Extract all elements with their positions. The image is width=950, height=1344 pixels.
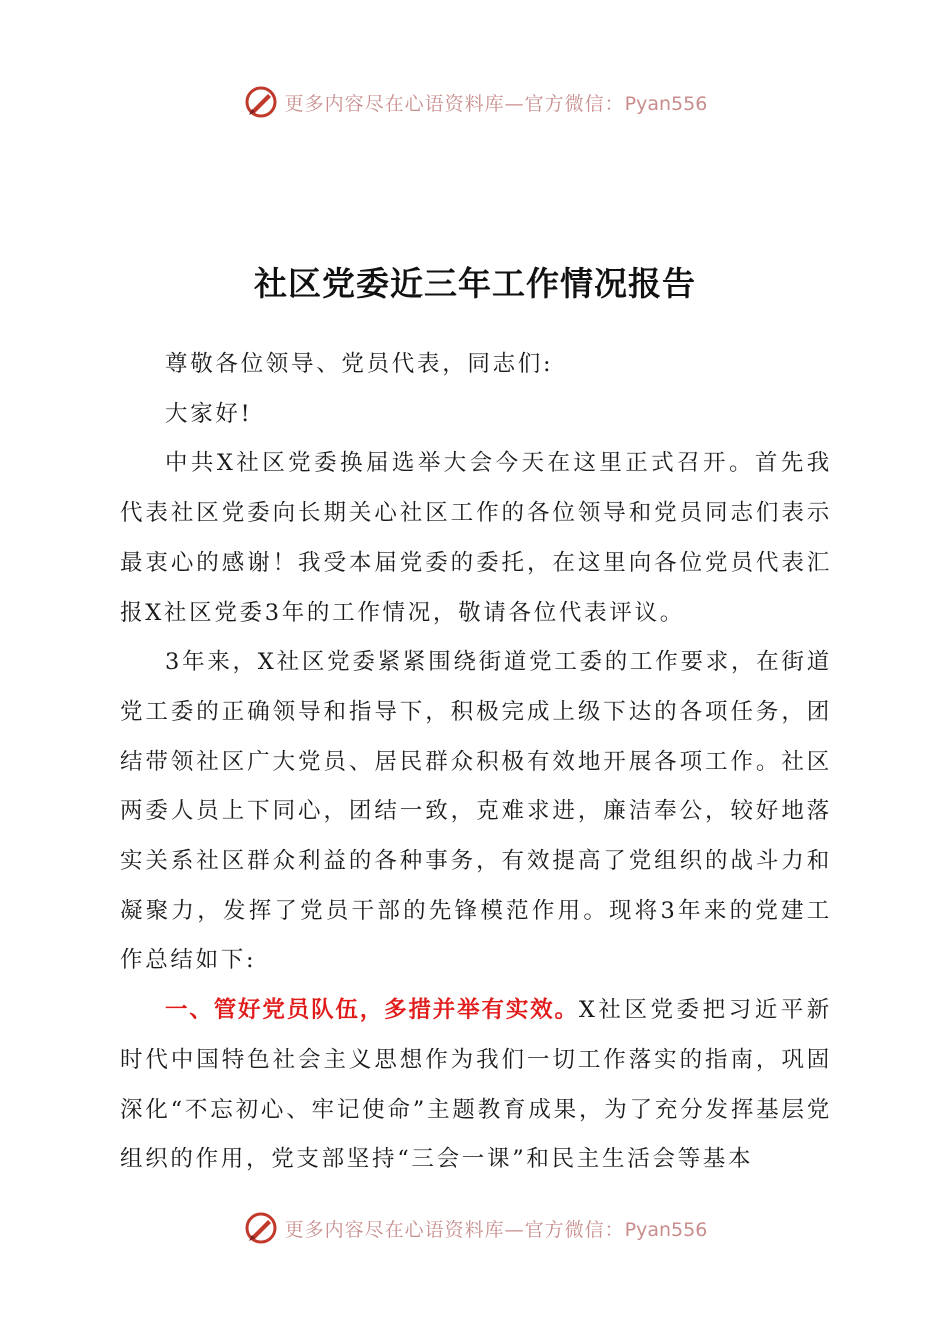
- pen-logo-icon: [243, 1210, 279, 1246]
- banner-text: 更多内容尽在心语资料库—官方微信：Pyan556: [284, 92, 708, 115]
- document-body: [120, 340, 832, 1185]
- header-watermark-banner: [0, 82, 950, 122]
- paragraph-intro: 中共X社区党委换届选举大会今天在这里正式召开。首先我代表社区党委向长期关心社区工作的各位领导和党员同志们表示最衷心的感谢！我受本届党委的委托，在这里向各位党员代表汇报X社区党委3年的工作情况，敬请各位代表评议。: [120, 450, 832, 626]
- footer-watermark-banner: [0, 1208, 950, 1248]
- section-1-text: X社区党委把习近平新时代中国特色社会主义思想作为我们一切工作落实的指南，巩固深化“不忘初心、牢记使命”主题教育成果，为了充分发挥基层党组织的作用，党支部坚持“三会一课”和民主生活会等基本: [120, 997, 832, 1173]
- greeting: 尊敬各位领导、党员代表，同志们:: [165, 351, 554, 377]
- banner-text: 更多内容尽在心语资料库—官方微信：Pyan556: [284, 1218, 708, 1241]
- section-1: [120, 986, 832, 1185]
- document-title: 社区党委近三年工作情况报告: [254, 264, 696, 303]
- banner-wechat-id: Pyan556: [624, 92, 708, 115]
- banner-wechat-id: Pyan556: [624, 1218, 708, 1241]
- pen-logo-icon: [243, 84, 279, 120]
- paragraph-summary: 3年来，X社区党委紧紧围绕街道党工委的工作要求，在街道党工委的正确领导和指导下，积极完成上级下达的各项任务，团结带领社区广大党员、居民群众积极有效地开展各项工作。社区两委人员上下同心，团结一致，克难求进，廉洁奉公，较好地落实关系社区群众利益的各种事务，有效提高了党组织的战斗力和凝聚力，发挥了党员干部的先锋模范作用。现将3年来的党建工作总结如下:: [120, 649, 832, 974]
- section-1-heading: 一、管好党员队伍，多措并举有实效。: [165, 997, 579, 1024]
- hello: 大家好!: [165, 400, 253, 427]
